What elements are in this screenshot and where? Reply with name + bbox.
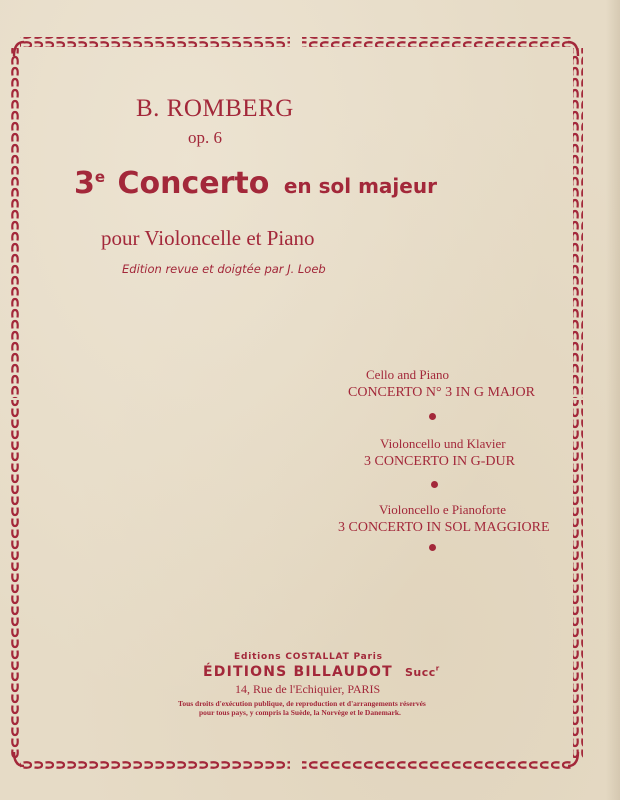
publisher-name xyxy=(203,664,440,680)
translation-de-instrumentation: Violoncello und Klavier xyxy=(380,436,506,451)
translation-it-instrumentation: Violoncello e Pianoforte xyxy=(379,502,507,517)
composer-name: B. ROMBERG xyxy=(136,95,294,122)
bullet-dot xyxy=(431,481,438,488)
concerto-word: Concerto xyxy=(117,166,270,201)
publisher-succ-sup: r xyxy=(435,664,441,673)
publisher-former: Editions COSTALLAT Paris xyxy=(234,652,383,662)
translation-en-title: CONCERTO N° 3 IN G MAJOR xyxy=(348,385,535,400)
instrumentation-fr: pour Violoncelle et Piano xyxy=(101,226,315,250)
concerto-number: 3 xyxy=(74,166,95,201)
translation-de-title: 3 CONCERTO IN G-DUR xyxy=(364,454,515,469)
concerto-title xyxy=(74,166,437,201)
bullet-dot xyxy=(429,544,436,551)
publisher-name-text: ÉDITIONS BILLAUDOT xyxy=(203,664,393,680)
bullet-dot xyxy=(429,413,436,420)
rights-notice-line2: pour tous pays, y compris la Suède, la Norvège et le Danemark. xyxy=(199,708,401,717)
opus-number: op. 6 xyxy=(188,128,222,147)
translation-en-instrumentation: Cello and Piano xyxy=(366,367,450,382)
concerto-key: en sol majeur xyxy=(283,174,437,198)
translation-it-title: 3 CONCERTO IN SOL MAGGIORE xyxy=(338,520,550,535)
rights-notice-line1: Tous droits d'exécution publique, de reproduction et d'arrangements réservés xyxy=(178,699,426,708)
edition-note: Edition revue et doigtée par J. Loeb xyxy=(122,262,326,276)
concerto-number-suffix: e xyxy=(94,168,106,186)
publisher-address: 14, Rue de l'Echiquier, PARIS xyxy=(235,682,381,696)
publisher-succ: Succ xyxy=(404,666,436,679)
